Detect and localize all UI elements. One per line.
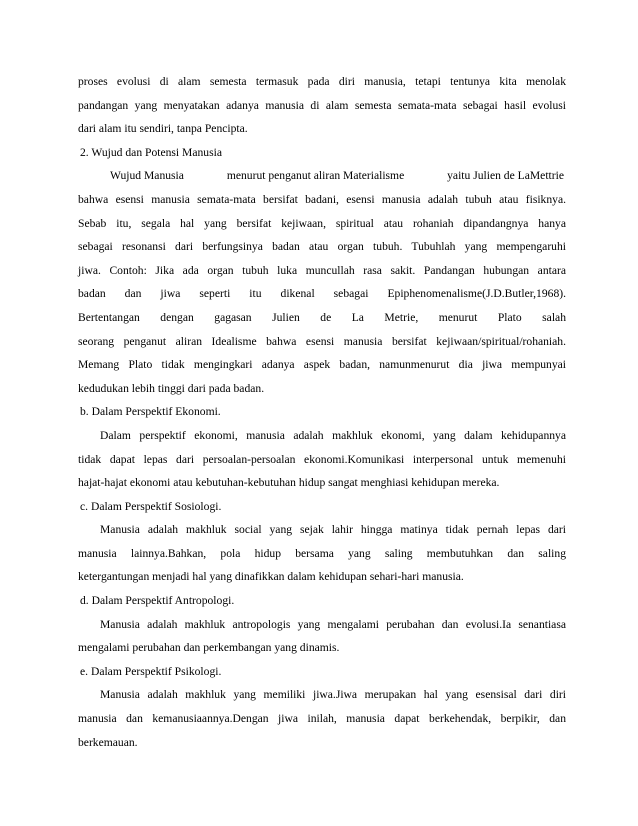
paragraph-line: mengalami perubahan dan perkembangan yang dinamis. — [78, 641, 340, 655]
paragraph-line: manusia lainnya.Bahkan, pola hidup bersama yang saling membutuhkan dan saling — [78, 546, 566, 560]
paragraph-line: badan dan jiwa seperti itu dikenal sebagai Epiphenomenalisme(J.D.Butler,1968). — [78, 287, 566, 301]
paragraph-line: kedudukan lebih tinggi dari pada badan. — [78, 381, 265, 395]
paragraph-line: tidak dapat lepas dari persoalan-persoalan ekonomi.Komunikasi interpersonal untuk memenuhi — [78, 452, 566, 466]
paragraph-line: Manusia adalah makhluk social yang sejak lahir hingga matinya tidak pernah lepas dari — [100, 523, 566, 537]
section-heading-sosiologi: c. Dalam Perspektif Sosiologi. — [80, 499, 222, 513]
section-heading-antropologi: d. Dalam Perspektif Antropologi. — [80, 594, 235, 608]
section-heading-wujud-potensi: 2. Wujud dan Potensi Manusia — [80, 145, 222, 159]
paragraph-line: Manusia adalah makhluk antropologis yang mengalami perubahan dan evolusi.Ia senantiasa — [100, 617, 566, 631]
paragraph-line: bahwa esensi manusia semata-mata bersifat badani, esensi manusia adalah tubuh atau fisiknya. — [78, 192, 566, 206]
paragraph-line: ketergantungan menjadi hal yang dinafikkan dalam kehidupan sehari-hari manusia. — [78, 570, 464, 584]
paragraph-line: hajat-hajat ekonomi atau kebutuhan-kebutuhan hidup sangat menghiasi kehidupan mereka. — [78, 476, 500, 490]
paragraph-line — [78, 164, 566, 188]
paragraph-line: sebagai resonansi dari berfungsinya badan atau organ tubuh. Tubuhlah yang mempengaruhi — [78, 240, 566, 254]
paragraph-line: Dalam perspektif ekonomi, manusia adalah makhluk ekonomi, yang dalam kehidupannya — [100, 428, 566, 442]
paragraph-line: manusia dan kemanusiaannya.Dengan jiwa inilah, manusia dapat berkehendak, berpikir, dan — [78, 712, 566, 726]
text-fragment: yaitu Julien de LaMettrie — [447, 169, 564, 183]
document-body — [78, 70, 566, 754]
paragraph-line: Bertentangan dengan gagasan Julien de La Metrie, menurut Plato salah — [78, 310, 566, 324]
paragraph-line: jiwa. Contoh: Jika ada organ tubuh luka muncullah rasa sakit. Pandangan hubungan antara — [78, 263, 566, 277]
paragraph-line: Memang Plato tidak mengingkari adanya aspek badan, namunmenurut dia jiwa mempunyai — [78, 358, 566, 372]
paragraph-line: pandangan yang menyatakan adanya manusia di alam semesta semata-mata sebagai hasil evolusi — [78, 98, 566, 112]
text-fragment: Wujud Manusia — [110, 169, 184, 183]
paragraph-line: berkemauan. — [78, 735, 138, 749]
section-heading-ekonomi: b. Dalam Perspektif Ekonomi. — [80, 405, 221, 419]
paragraph-line: Manusia adalah makhluk yang memiliki jiwa.Jiwa merupakan hal yang esensisal dari diri — [100, 688, 566, 702]
paragraph-line: Sebab itu, segala hal yang bersifat kejiwaan, spiritual atau rohaniah dipandangnya hanya — [78, 216, 566, 230]
paragraph-line: dari alam itu sendiri, tanpa Pencipta. — [78, 122, 248, 136]
paragraph-line: seorang penganut aliran Idealisme bahwa esensi manusia bersifat kejiwaan/spiritual/rohaniah. — [78, 334, 566, 348]
text-fragment: menurut penganut aliran Materialisme — [226, 169, 405, 183]
paragraph-line: proses evolusi di alam semesta termasuk pada diri manusia, tetapi tentunya kita menolak — [78, 75, 566, 88]
section-heading-psikologi: e. Dalam Perspektif Psikologi. — [80, 664, 222, 678]
